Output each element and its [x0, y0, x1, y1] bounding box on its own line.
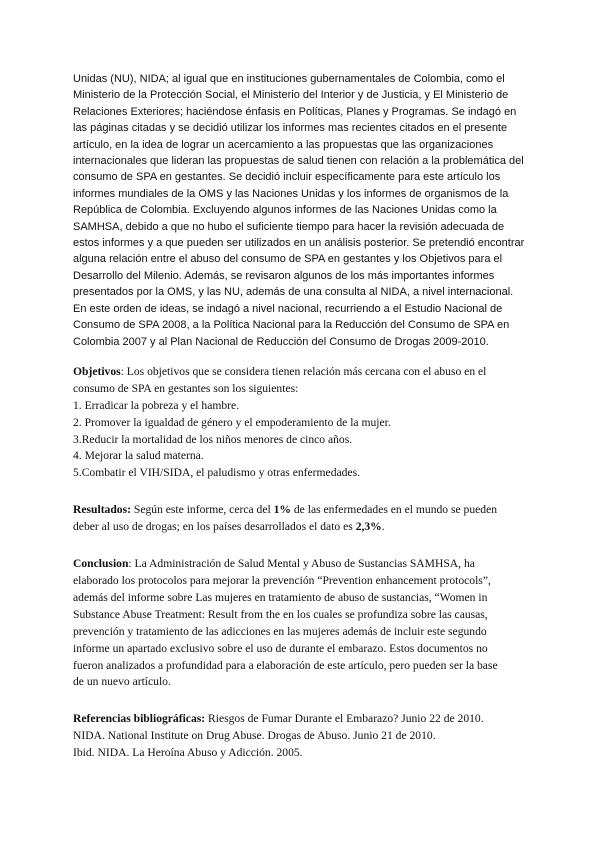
text-line: República de Colombia. Excluyendo algunos informes de las Naciones Unidas como la — [73, 204, 497, 217]
stat-value: 1% — [273, 503, 291, 517]
objetivos-first-line — [73, 364, 528, 381]
list-item: 2. Promover la igualdad de género y el empoderamiento de la mujer. — [73, 415, 391, 429]
text-line: estos informes y a que pueden ser utilizados en un análisis posterior. Se pretendió encontrar — [73, 237, 525, 250]
text-line: Unidas (NU), NIDA; al igual que en instituciones gubernamentales de Colombia, como el — [73, 73, 505, 85]
text-run: de las enfermedades en el mundo se pueden — [290, 503, 498, 517]
text-line: En este orden de ideas, se indagó a nivel nacional, recurriendo a el Estudio Nacional de — [73, 302, 503, 315]
reference-item — [73, 711, 528, 728]
text-line: informes mundiales de la OMS y las Naciones Unidas y los informes de organismos de la — [73, 187, 509, 200]
conclusion-first-line — [73, 556, 528, 573]
text-line: además del informe sobre Las mujeres en tratamiento de abuso de sustancias, “Women in — [73, 590, 488, 604]
text-line: Relaciones Exteriores; haciéndose énfasis en Políticas, Planes y Programas. Se indagó en — [73, 105, 517, 118]
referencias-section — [73, 711, 528, 762]
list-item: 1. Erradicar la pobreza y el hambre. — [73, 398, 240, 412]
objetivos-heading: Objetivos — [73, 364, 121, 378]
text-line — [73, 502, 528, 519]
text-line: presentados por la OMS, y las NU, además de una consulta al NIDA, a nivel internacional. — [73, 286, 514, 299]
text-line: Ministerio de la Protección Social, el Ministerio del Interior y de Justicia, y El Ministerio de — [73, 89, 509, 102]
stat-value: 2,3% — [355, 520, 382, 534]
text-line: elaborado los protocolos para mejorar la prevención “Prevention enhancement protocols”, — [73, 573, 491, 587]
resultados-heading: Resultados: — [73, 503, 131, 517]
list-item: 4. Mejorar la salud materna. — [73, 449, 204, 463]
text-line: Consumo de SPA 2008, a la Política Nacional para la Reducción del Consumo de SPA en — [73, 319, 510, 332]
text-run: Según este informe, cerca del — [130, 503, 274, 517]
text-line: consumo de SPA en gestantes son los siguientes: — [73, 381, 299, 395]
conclusion-intro-text: : La Administración de Salud Mental y Abuso de Sustancias SAMHSA, ha — [128, 557, 475, 571]
reference-item: Ibid. NIDA. La Heroína Abuso y Adicción. 2005. — [73, 746, 303, 760]
referencias-heading: Referencias bibliográficas: — [73, 712, 206, 726]
text-line: artículo, en la idea de lograr un acercamiento a las propuestas que las organizaciones — [73, 138, 494, 151]
text-line: informe un apartado exclusivo sobre el uso de durante el embarazo. Estos documentos no — [73, 641, 488, 655]
text-line — [73, 519, 528, 536]
conclusion-section — [73, 556, 528, 691]
text-line: las páginas citadas y se decidió utilizar los informes mas recientes citados en el presente — [73, 122, 508, 135]
text-run: deber al uso de drogas; en los países desarrollados el dato es — [73, 520, 356, 534]
text-line: de un nuevo artículo. — [73, 675, 171, 689]
conclusion-heading: Conclusion — [73, 557, 129, 571]
text-line: Substance Abuse Treatment: Result from the en los cuales se profundiza sobre las causas, — [73, 607, 488, 621]
text-line: consumo de SPA en gestantes. Se decidió incluir específicamente para este artículo los — [73, 171, 501, 184]
text-line: Desarrollo del Milenio. Además, se revisaron algunos de los más importantes informes — [73, 269, 495, 282]
text-run: . — [381, 520, 385, 534]
text-line: internacionales que lideran las propuestas de salud tienen con relación a la problemática del — [73, 155, 524, 168]
text-line: fueron analizados a profundidad para a elaboración de este artículo, pero pueden ser la base — [73, 658, 498, 672]
text-line: alguna relación entre el abuso del consumo de SPA en gestantes y los Objetivos para el — [73, 253, 503, 266]
document-page — [73, 71, 528, 762]
reference-text: Riesgos de Fumar Durante el Embarazo? Junio 22 de 2010. — [205, 712, 484, 726]
objetivos-section — [73, 364, 528, 482]
text-line: prevención y tratamiento de las adicciones en las mujeres además de incluir este segundo — [73, 624, 487, 638]
intro-paragraph — [73, 71, 528, 350]
reference-item: NIDA. National Institute on Drug Abuse. Drogas de Abuso. Junio 21 de 2010. — [73, 729, 436, 743]
list-item: 3.Reducir la mortalidad de los niños menores de cinco años. — [73, 432, 353, 446]
text-line: SAMHSA, debido a que no hubo el suficiente tiempo para hacer la revisión adecuada de — [73, 220, 505, 233]
objetivos-intro-text: : Los objetivos que se considera tienen relación más cercana con el abuso en el — [120, 364, 487, 378]
resultados-section — [73, 502, 528, 536]
list-item: 5.Combatir el VIH/SIDA, el paludismo y otras enfermedades. — [73, 466, 360, 480]
text-line: Colombia 2007 y al Plan Nacional de Reducción del Consumo de Drogas 2009-2010. — [73, 335, 489, 348]
